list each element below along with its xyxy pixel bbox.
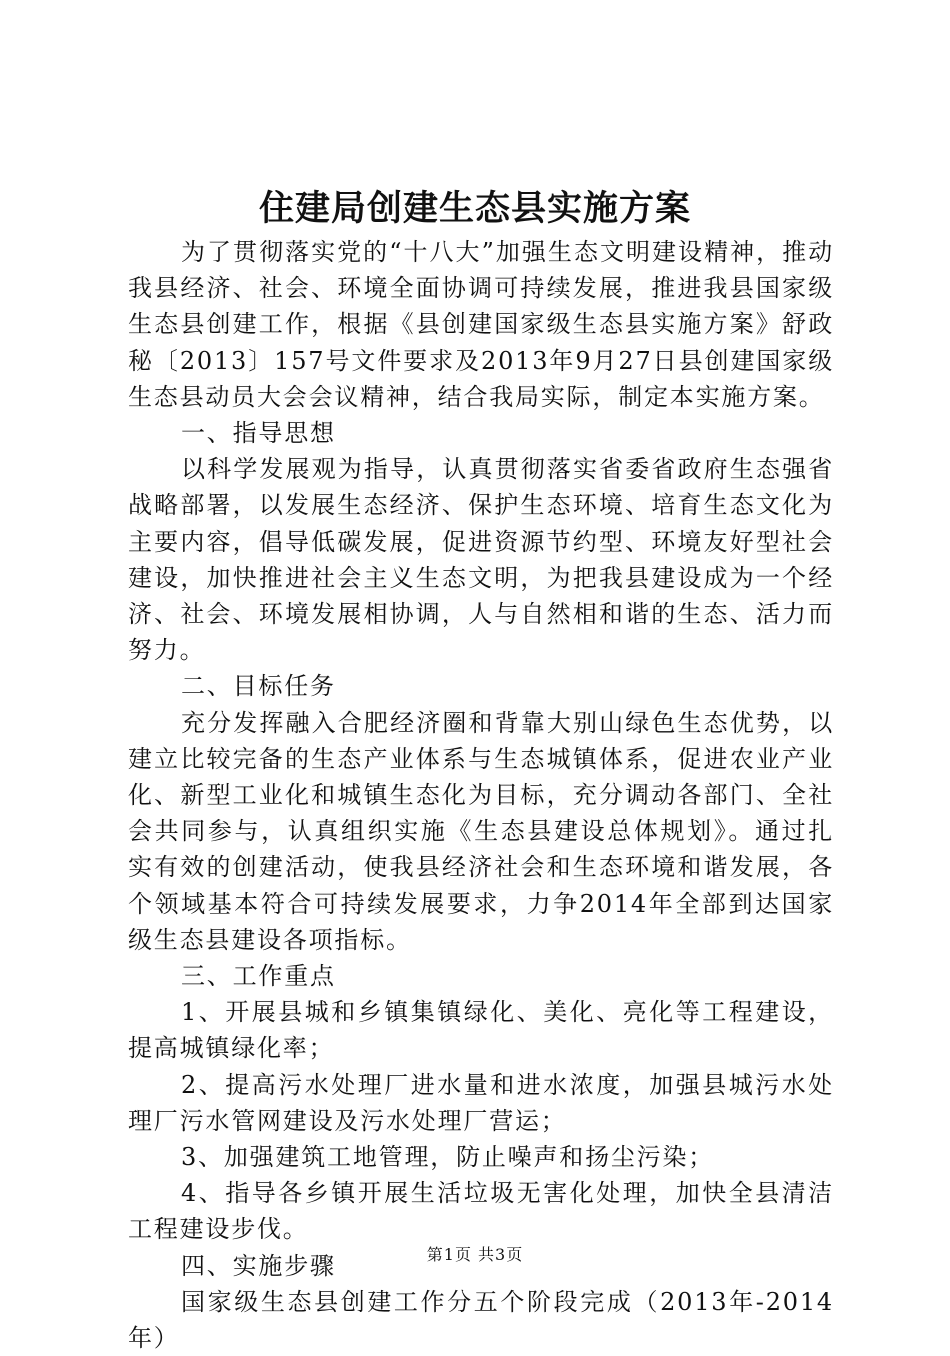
key-work-item-4: 4、指导各乡镇开展生活垃圾无害化处理，加快全县清洁工程建设步伐。 [128, 1179, 834, 1244]
section-heading-key-work: 三、工作重点 [181, 962, 336, 991]
section-heading-steps: 四、实施步骤 [181, 1251, 336, 1280]
page-footer: 第1页 共3页 [426, 1245, 524, 1264]
section-heading-guiding-ideology: 一、指导思想 [181, 419, 336, 448]
key-work-item-1: 1、开展县城和乡镇集镇绿化、美化、亮化等工程建设，提高城镇绿化率； [128, 998, 834, 1063]
goals-paragraph: 充分发挥融入合肥经济圈和背靠大别山绿色生态优势，以建立比较完备的生态产业体系与生态城镇体系，促进农业产业化、新型工业化和城镇生态化为目标，充分调动各部门、全社会共同参与，认真组织实施《生态县建设总体规划》。通过扎实有效的创建活动，使我县经济社会和生态环境和谐发展，各个领域基本符合可持续发展要求，力争2014年全部到达国家级生态县建设各项指标。 [128, 708, 834, 954]
document-title: 住建局创建生态县实施方案 [258, 188, 691, 229]
guiding-ideology-paragraph: 以科学发展观为指导，认真贯彻落实省委省政府生态强省战略部署，以发展生态经济、保护生态环境、培育生态文化为主要内容，倡导低碳发展，促进资源节约型、环境友好型社会建设，加快推进社会主义生态文明，为把我县建设成为一个经济、社会、环境发展相协调，人与自然相和谐的生态、活力而努力。 [128, 455, 834, 665]
key-work-item-3: 3、加强建筑工地管理，防止噪声和扬尘污染； [181, 1143, 715, 1172]
key-work-item-2: 2、提高污水处理厂进水量和进水浓度，加强县城污水处理厂污水管网建设及污水处理厂营运； [128, 1070, 834, 1135]
section-heading-goals: 二、目标任务 [181, 672, 336, 701]
intro-paragraph: 为了贯彻落实党的“十八大”加强生态文明建设精神，推动我县经济、社会、环境全面协调可持续发展，推进我县国家级生态县创建工作，根据《县创建国家级生态县实施方案》舒政秘〔2013〕157号文件要求及2013年9月27日县创建国家级生态县动员大会会议精神，结合我局实际，制定本实施方案。 [128, 238, 834, 411]
steps-paragraph: 国家级生态县创建工作分五个阶段完成（2013年-2014年） [128, 1287, 834, 1353]
document-body [128, 234, 834, 1356]
